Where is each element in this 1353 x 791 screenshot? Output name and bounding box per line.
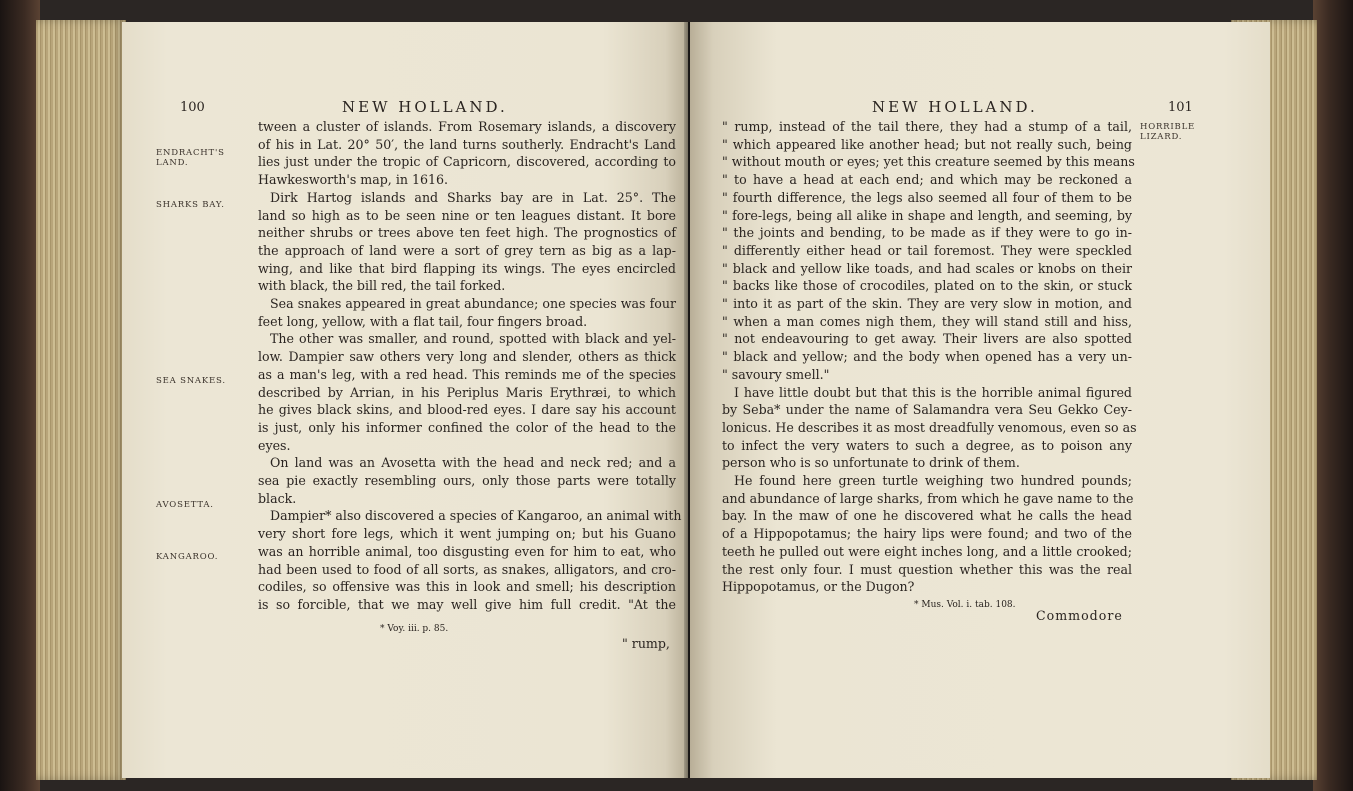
text-line: " when a man comes nigh them, they will stand still and hiss, [722, 313, 1132, 329]
text-line: described by Arrian, in his Periplus Maris Erythræi, to which [258, 384, 676, 400]
text-line: with black, the bill red, the tail forked. [258, 278, 506, 294]
running-head-left: NEW HOLLAND. [342, 98, 508, 116]
text-line: teeth he pulled out were eight inches long, and a little crooked; [722, 543, 1132, 559]
text-line: I have little doubt but that this is the horrible animal figured [734, 384, 1132, 400]
text-line: wing, and like that bird flapping its wings. The eyes encircled [258, 260, 676, 276]
text-line: On land was an Avosetta with the head and neck red; and a [270, 455, 676, 471]
text-line: low. Dampier saw others very long and slender, others as thick [258, 349, 676, 365]
margin-note-kangaroo: KANGAROO. [156, 552, 219, 562]
left-page [122, 22, 688, 778]
book-cover-left [0, 0, 40, 791]
right-page [690, 22, 1270, 778]
page-number-right: 101 [1168, 100, 1193, 115]
text-line: " without mouth or eyes; yet this creature seemed by this means [722, 154, 1135, 170]
running-head-right: NEW HOLLAND. [872, 98, 1038, 116]
text-line: person who is so unfortunate to drink of them. [722, 455, 1020, 471]
text-line: " which appeared like another head; but not really such, being [722, 136, 1132, 152]
text-line: " fourth difference, the legs also seemed all four of them to be [722, 189, 1132, 205]
text-line: land so high as to be seen nine or ten leagues distant. It bore [258, 207, 676, 223]
text-line: of his in Lat. 20° 50′, the land turns southerly. Endracht's Land [258, 136, 676, 152]
text-line: tween a cluster of islands. From Rosemary islands, a discovery [258, 119, 676, 134]
text-line: Sea snakes appeared in great abundance; one species was four [270, 296, 676, 312]
margin-note-horrible-lizard: HORRIBLE LIZARD. [1140, 122, 1196, 142]
footnote-left: * Voy. iii. p. 85. [380, 624, 449, 634]
text-line: " fore-legs, being all alike in shape and length, and seeming, by [722, 207, 1132, 223]
text-line: eyes. [258, 437, 291, 453]
text-line: neither shrubs or trees above ten feet high. The prognostics of [258, 225, 676, 241]
text-line: by Seba* under the name of Salamandra vera Seu Gekko Cey- [722, 402, 1132, 418]
text-line: he gives black skins, and blood-red eyes. I dare say his account [258, 402, 676, 418]
text-line: " rump, instead of the tail there, they had a stump of a tail, [722, 119, 1132, 134]
text-line: had been used to food of all sorts, as snakes, alligators, and cro- [258, 561, 676, 577]
page-edges-left [36, 20, 126, 780]
text-line: " not endeavouring to get away. Their livers are also spotted [722, 331, 1132, 347]
text-line: of a Hippopotamus; the hairy lips were found; and two of the [722, 526, 1132, 542]
left-page-body [258, 118, 682, 614]
right-page-body [722, 118, 1137, 596]
book-cover-right [1313, 0, 1353, 791]
text-line: " differently either head or tail foremost. They were speckled [722, 242, 1132, 258]
text-line: and abundance of large sharks, from which he gave name to the [722, 490, 1134, 506]
text-line: was an horrible animal, too disgusting even for him to eat, who [258, 543, 676, 559]
text-line: " to have a head at each end; and which may be reckoned a [722, 172, 1132, 188]
text-line: the approach of land were a sort of grey tern as big as a lap- [258, 242, 676, 258]
text-line: codiles, so offensive was this in look and smell; his description [258, 579, 676, 595]
text-line: He found here green turtle weighing two hundred pounds; [734, 473, 1132, 489]
footnote-right: * Mus. Vol. i. tab. 108. [914, 600, 1016, 610]
text-line: The other was smaller, and round, spotted with black and yel- [270, 331, 676, 347]
text-line: " black and yellow like toads, and had scales or knobs on their [722, 260, 1132, 276]
text-line: as a man's leg, with a red head. This reminds me of the species [258, 366, 676, 382]
catchword-left: " rump, [622, 636, 670, 651]
text-line: " savoury smell." [722, 366, 830, 382]
text-line: sea pie exactly resembling ours, only those parts were totally [258, 473, 676, 489]
text-line: is so forcible, that we may well give him full credit. "At the [258, 596, 676, 612]
page-number-left: 100 [180, 100, 205, 115]
text-line: Dampier* also discovered a species of Kangaroo, an animal with [270, 508, 682, 524]
text-line: " backs like those of crocodiles, plated on to the skin, or stuck [722, 278, 1132, 294]
text-line: the rest only four. I must question whether this was the real [722, 561, 1132, 577]
text-line: Hawkesworth's map, in 1616. [258, 172, 449, 188]
margin-note-avosetta: AVOSETTA. [156, 500, 214, 510]
margin-note-sea-snakes: SEA SNAKES. [156, 376, 226, 386]
text-line: lies just under the tropic of Capricorn, discovered, according to [258, 154, 676, 170]
text-line: very short fore legs, which it went jumping on; but his Guano [258, 526, 676, 542]
text-line: bay. In the maw of one he discovered what he calls the head [722, 508, 1132, 524]
margin-note-sharks-bay: SHARKS BAY. [156, 200, 225, 210]
text-line: " the joints and bending, to be made as if they were to go in- [722, 225, 1132, 241]
catchword-right: Commodore [1036, 608, 1123, 623]
text-line: Dirk Hartog islands and Sharks bay are in Lat. 25°. The [270, 189, 676, 205]
text-line: feet long, yellow, with a flat tail, four fingers broad. [258, 313, 588, 329]
text-line: is just, only his informer confined the color of the head to the [258, 419, 676, 435]
text-line: " black and yellow; and the body when opened has a very un- [722, 349, 1132, 365]
text-line: lonicus. He describes it as most dreadfully venomous, even so as [722, 419, 1137, 435]
text-line: " into it as part of the skin. They are very slow in motion, and [722, 296, 1132, 312]
text-line: black. [258, 490, 297, 506]
margin-note-endracht: ENDRACHT'S LAND. [156, 148, 225, 168]
text-line: Hippopotamus, or the Dugon? [722, 579, 915, 595]
text-line: to infect the very waters to such a degree, as to poison any [722, 437, 1132, 453]
